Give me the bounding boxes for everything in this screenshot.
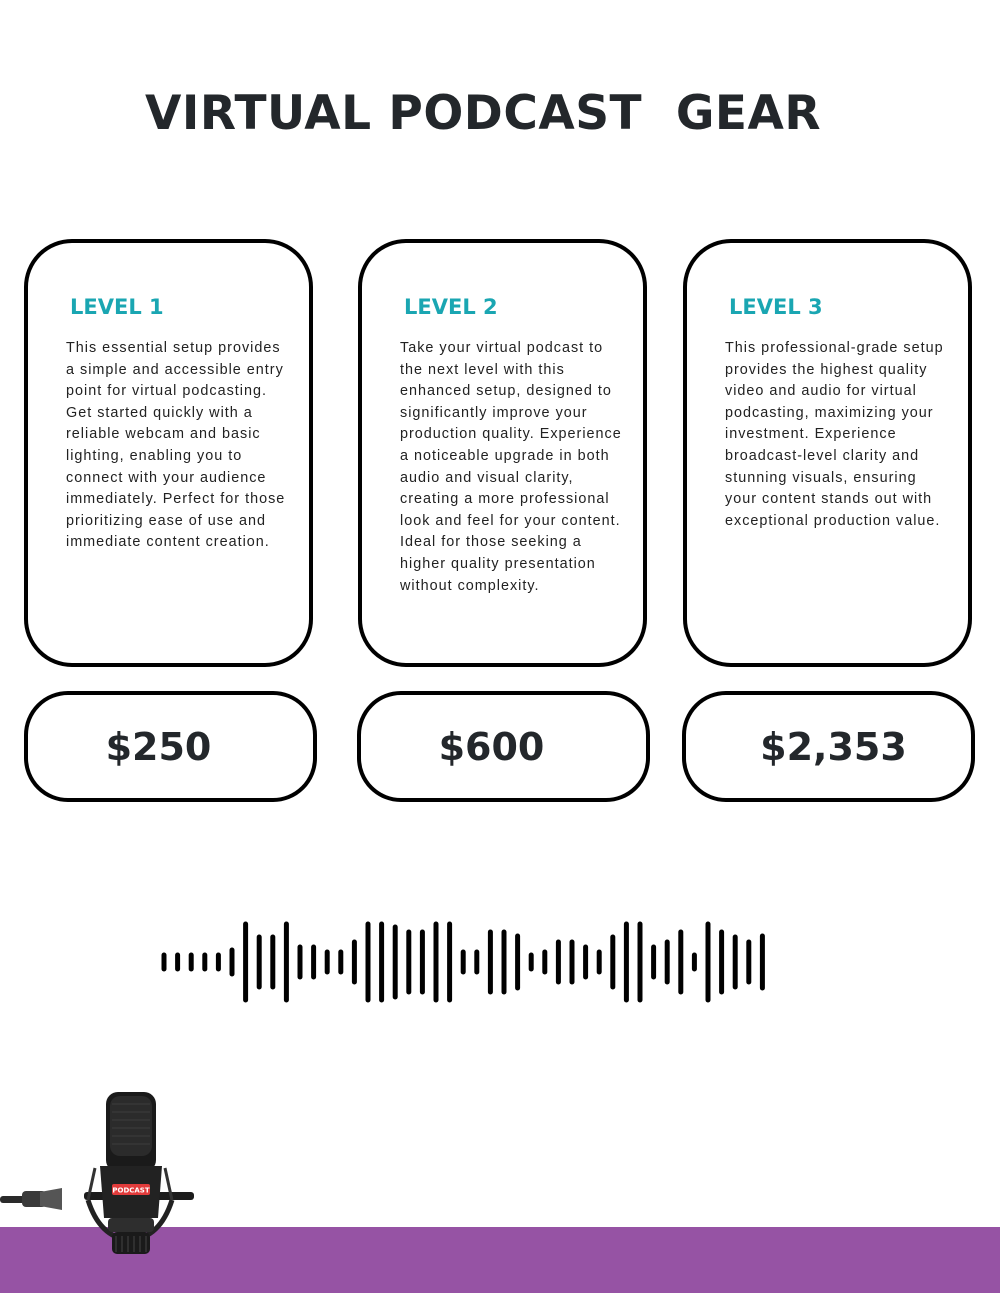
microphone-icon <box>0 1088 200 1258</box>
level-3-heading: LEVEL 3 <box>729 295 823 319</box>
level-1-price-box <box>24 691 317 802</box>
level-2-price-box <box>357 691 650 802</box>
level-1-card <box>24 239 313 667</box>
level-2-heading: LEVEL 2 <box>404 295 498 319</box>
sound-wave-icon <box>160 920 800 1004</box>
level-3-card <box>683 239 972 667</box>
level-2-card <box>358 239 647 667</box>
mic-badge: PODCAST <box>112 1186 150 1195</box>
page-title: VIRTUAL PODCAST GEAR <box>145 86 822 141</box>
level-2-price: $600 <box>438 724 545 769</box>
level-1-description: This essential setup provides a simple and accessible entry point for virtual podcasting. Get started quickly with a reliable webcam and basic lighting, enabling you to connect with your audience immediately. Perfect for those prioritizing ease of use and immediate content creation. <box>66 340 286 551</box>
level-3-price-box <box>682 691 975 802</box>
level-3-description: This professional-grade setup provides the highest quality video and audio for virtual podcasting, maximizing your investment. Experience broadcast-level clarity and stunning visuals, ensuring your content stands out with exceptional production value. <box>725 340 944 529</box>
level-1-heading: LEVEL 1 <box>70 295 164 319</box>
level-3-price: $2,353 <box>760 724 907 769</box>
level-2-description: Take your virtual podcast to the next level with this enhanced setup, designed to significantly improve your production quality. Experience a noticeable upgrade in both audio and visual clarity, creating a more professional look and feel for your content. Ideal for those seeking a higher quality presentation without complexity. <box>400 340 622 594</box>
level-1-price: $250 <box>105 724 212 769</box>
